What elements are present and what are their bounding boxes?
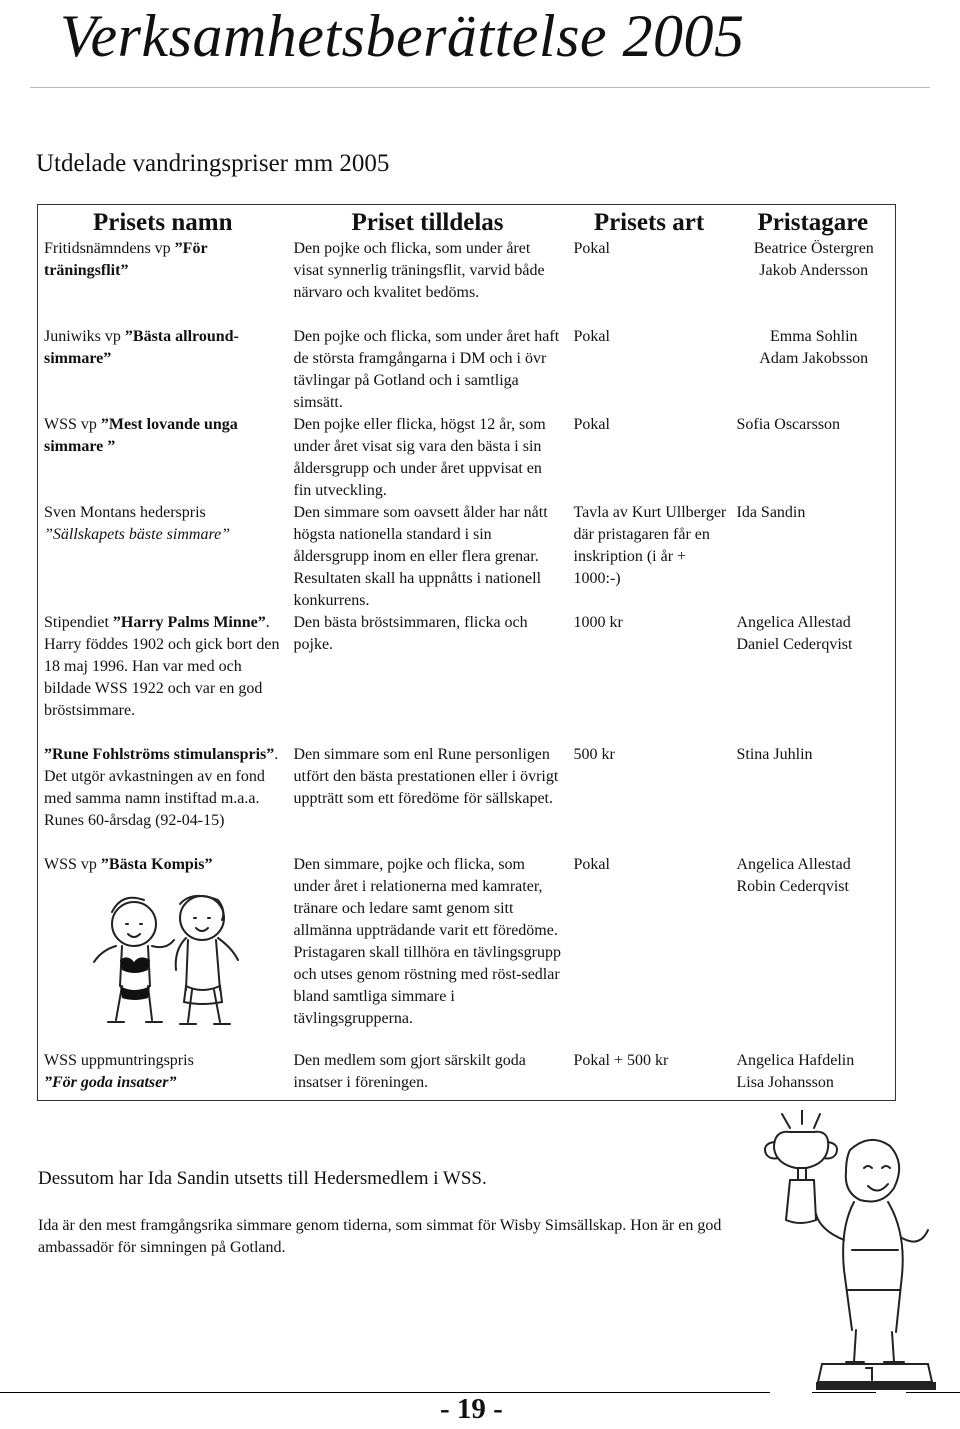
prize-name-part: ”Harry Palms Minne” [112,614,266,631]
table-row [38,612,896,744]
winner-name: Daniel Cederqvist [736,636,853,653]
prize-name-cell [38,612,288,744]
prize-name-part: WSS vp [44,856,101,873]
column-header-awarded: Priset tilldelas [351,209,504,236]
prize-name-part: Fritidsnämndens vp [44,240,175,257]
prize-type-cell: 500 kr [573,746,615,763]
winner-name: Stina Juhlin [736,746,813,763]
table-row [38,744,896,854]
prize-type-cell: Pokal [573,856,610,873]
prize-name-cell [38,326,288,414]
prize-type-cell: Pokal [573,328,610,345]
prize-name-cell [38,1050,288,1100]
winner-name: Jakob Andersson [759,262,869,279]
winners-cell [731,854,896,1050]
awarded-to-cell: Den simmare som enl Rune personligen utfört den bästa prestationen eller i övrigt uppträtt som ett föredöme för sällskapet. [293,746,559,807]
winners-cell [731,744,896,854]
column-header-type: Prisets art [593,209,705,236]
section-heading: Utdelade vandringspriser mm 2005 [36,150,390,177]
winner-name: Lisa Johansson [736,1074,834,1091]
awarded-to-cell: Den pojke och flicka, som under året visat synnerlig träningsflit, varvid både närvaro och kvalitet bedöms. [293,240,545,301]
winners-cell [731,326,896,414]
prize-type-cell: Pokal [573,240,610,257]
cartoon-trophy-podium-icon [760,1110,950,1395]
winner-name: Beatrice Östergren [753,240,874,257]
footer-rule-mid [812,1392,876,1393]
table-row [38,326,896,414]
prize-name-part: ”Bästa Kompis” [100,856,213,873]
table-row [38,1050,896,1100]
prize-name-part: ”För träningsflit” [44,240,208,279]
awarded-to-cell: Den simmare, pojke och flicka, som under året i relationerna med kamrater, tränare och ledare samt genom sitt allmänna uppträdande varit ett föredöme. Pristagaren skall tillhöra en tävlingsgrupp och utses genom röstning med röst-sedlar bland samtliga simmare i tävlingsgrupperna. [293,856,561,1027]
winners-cell [731,502,896,612]
winners-cell [731,414,896,502]
prize-name-part: Stipendiet [44,614,113,631]
winner-name: Ida Sandin [736,504,806,521]
cartoon-swimmer-kids-icon [82,890,252,1030]
prize-name-part: WSS uppmuntringspris [44,1052,194,1069]
table-header-row [38,205,896,239]
title-divider [30,87,930,88]
prize-name-part: ”För goda insatser” [44,1074,177,1091]
prize-name-part: . Det utgör avkastningen av en fond med samma namn instiftad m.a.a. Runes 60-årsdag (92-04-15) [44,746,279,829]
winners-cell [731,238,896,326]
column-header-name: Prisets namn [92,209,233,236]
column-header-winners: Pristagare [757,209,869,236]
prize-name-cell [38,854,288,1050]
prize-name-part: ”Bästa allround-simmare” [44,328,239,367]
honorary-member-text: Ida är den mest framgångsrika simmare genom tiderna, som simmat för Wisby Simsällskap. Hon är en god ambassadör för simningen på Gotland. [38,1217,722,1256]
winner-name: Emma Sohlin [769,328,858,345]
table-row [38,238,896,326]
prize-type-cell: Pokal + 500 kr [573,1052,669,1069]
table-row [38,414,896,502]
page-number: - 19 - [440,1393,503,1425]
prize-name-part: ”Sällskapets bäste simmare” [44,526,231,543]
winner-name: Angelica Hafdelin [736,1052,855,1069]
awarded-to-cell: Den pojke och flicka, som under året haft de största framgångarna i DM och i övr tävlingar på Gotland och i samtliga simsätt. [293,328,560,411]
winner-name: Adam Jakobsson [759,350,869,367]
prize-name-part: Juniwiks vp [44,328,125,345]
prize-table [37,204,896,1101]
prize-name-cell [38,502,288,612]
prize-name-cell [38,414,288,502]
table-row [38,854,896,1050]
prize-name-part: WSS vp [44,416,101,433]
prize-type-cell: 1000 kr [573,614,623,631]
winners-cell [731,612,896,744]
winner-name: Robin Cederqvist [736,878,849,895]
document-title: Verksamhetsberättelse 2005 [60,3,745,69]
prize-name-part: ”Rune Fohlströms stimulanspris” [44,746,275,763]
winner-name: Sofia Oscarsson [736,416,841,433]
prize-name-part: Sven Montans hederspris [44,504,206,521]
honorary-member-heading: Dessutom har Ida Sandin utsetts till Hedersmedlem i WSS. [38,1168,487,1189]
awarded-to-cell: Den pojke eller flicka, högst 12 år, som under året visat sig vara den bästa i sin åldersgrupp och under året uppvisat en fin utveckling. [293,416,546,499]
awarded-to-cell: Den bästa bröstsimmaren, flicka och pojke. [293,614,528,653]
table-row [38,502,896,612]
prize-name-cell [38,744,288,854]
prize-name-part: ”Mest lovande unga simmare ” [44,416,238,455]
prize-type-cell: Tavla av Kurt Ullberger där pristagaren får en inskription (i år + 1000:-) [573,504,727,587]
awarded-to-cell: Den medlem som gjort särskilt goda insatser i föreningen. [293,1052,526,1091]
prize-name-cell [38,238,288,326]
winner-name: Angelica Allestad [736,856,851,873]
prize-type-cell: Pokal [573,416,610,433]
winners-cell [731,1050,896,1100]
prize-name-part: . Harry föddes 1902 och gick bort den 18 maj 1996. Han var med och bildade WSS 1922 och var en god bröstsimmare. [44,614,280,719]
footer-rule-right [906,1392,960,1393]
footer-rule-left [0,1392,770,1393]
winner-name: Angelica Allestad [736,614,851,631]
awarded-to-cell: Den simmare som oavsett ålder har nått högsta nationella standard i sin åldersgrupp inom en eller flera grenar. Resultaten skall ha uppnåtts i nationell konkurrens. [293,504,548,609]
